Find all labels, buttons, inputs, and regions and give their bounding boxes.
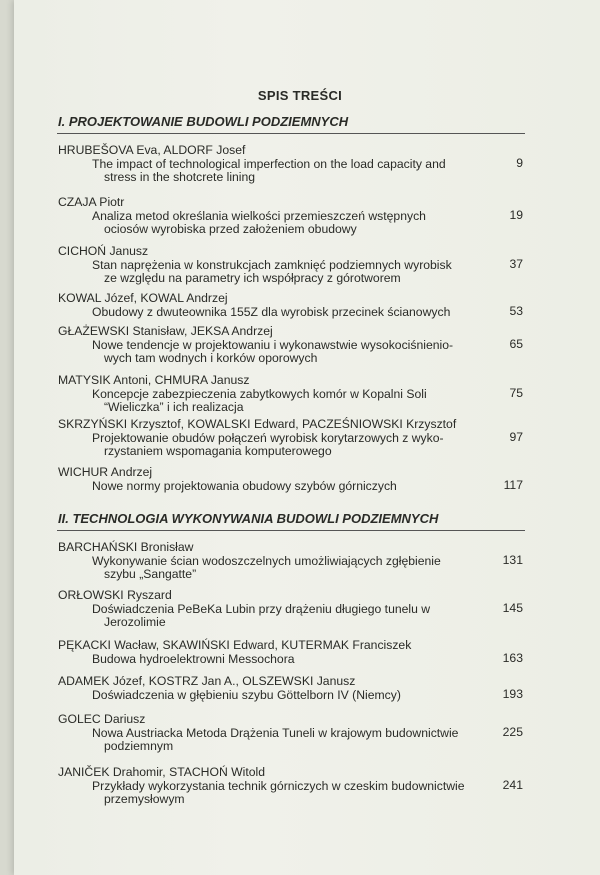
entry-page-number: 75 [509, 386, 523, 400]
toc-entry [58, 766, 523, 807]
toc-entry [58, 245, 523, 286]
toc-entry [58, 325, 523, 366]
entry-authors: ADAMEK Józef, KOSTRZ Jan A., OLSZEWSKI Janusz [58, 674, 356, 688]
entry-authors: ORŁOWSKI Ryszard [58, 588, 172, 602]
entry-authors: GŁAŻEWSKI Stanisław, JEKSA Andrzej [58, 324, 273, 338]
entry-page-number: 65 [509, 337, 523, 351]
section-divider [57, 530, 525, 531]
entry-page-number: 145 [502, 601, 523, 615]
entry-page-number: 117 [503, 478, 523, 492]
entry-title: Nowa Austriacka Metoda Drążenia Tuneli w krajowym budownictwie podziemnym [92, 725, 459, 753]
entry-page-number: 37 [509, 257, 523, 271]
section-heading: II. TECHNOLOGIA WYKONYWANIA BUDOWLI PODZIEMNYCH [58, 511, 439, 526]
entry-title: Doświadczenia PeBeKa Lubin przy drążeniu długiego tunelu w Jerozolimie [92, 601, 431, 629]
entry-page-number: 97 [509, 430, 523, 444]
toc-entry [58, 713, 523, 754]
toc-entry [58, 418, 523, 459]
section-heading: I. PROJEKTOWANIE BUDOWLI PODZIEMNYCH [58, 114, 349, 129]
toc-entry [58, 675, 523, 702]
section-divider [57, 133, 525, 134]
entry-title: Analiza metod określania wielkości przemieszczeń wstępnych ociosów wyrobiska przed założeniem obudowy [92, 208, 426, 236]
toc-entry [58, 639, 523, 666]
entry-authors: BARCHAŃSKI Bronisław [58, 540, 194, 554]
toc-entry [58, 144, 523, 185]
entry-title: Wykonywanie ścian wodoszczelnych umożliwiających zgłębienie szybu „Sangatte” [92, 553, 441, 581]
entry-page-number: 19 [509, 208, 523, 222]
entry-authors: CICHOŃ Janusz [58, 244, 149, 258]
entry-title: Budowa hydroelektrowni Messochora [92, 651, 295, 666]
entry-title: The impact of technological imperfection on the load capacity and stress in the shotcrete lining [92, 156, 446, 184]
toc-entry [58, 292, 523, 319]
entry-page-number: 163 [502, 651, 523, 665]
entry-authors: SKRZYŃSKI Krzysztof, KOWALSKI Edward, PACZEŚNIOWSKI Krzysztof [58, 417, 457, 431]
toc-entry [58, 374, 523, 415]
entry-authors: JANIČEK Drahomir, STACHOŃ Witold [58, 765, 265, 779]
toc-title: SPIS TREŚCI [257, 88, 343, 103]
entry-title: Projektowanie obudów połączeń wyrobisk korytarzowych z wyko- rzystaniem wspomagania komputerowego [92, 430, 444, 458]
entry-authors: HRUBEŠOVA Eva, ALDORF Josef [58, 143, 246, 157]
entry-page-number: 225 [502, 725, 523, 739]
entry-authors: PĘKACKI Wacław, SKAWIŃSKI Edward, KUTERMAK Franciszek [58, 638, 412, 652]
toc-entry [58, 541, 523, 582]
entry-authors: MATYSIK Antoni, CHMURA Janusz [58, 373, 250, 387]
entry-authors: KOWAL Józef, KOWAL Andrzej [58, 291, 228, 305]
toc-entry [58, 589, 523, 630]
entry-authors: WICHUR Andrzej [58, 465, 153, 479]
entry-page-number: 241 [502, 778, 523, 792]
entry-page-number: 9 [516, 156, 523, 170]
entry-authors: GOLEC Dariusz [58, 712, 146, 726]
toc-entry [58, 466, 523, 493]
toc-entry [58, 196, 523, 237]
entry-title: Obudowy z dwuteownika 155Z dla wyrobisk przecinek ścianowych [92, 304, 451, 319]
entry-authors: CZAJA Piotr [58, 195, 125, 209]
entry-page-number: 131 [502, 553, 523, 567]
entry-title: Stan naprężenia w konstrukcjach zamknięć podziemnych wyrobisk ze względu na parametry ich współpracy z górotworem [92, 257, 452, 285]
entry-title: Doświadczenia w głębieniu szybu Göttelborn IV (Niemcy) [92, 687, 401, 702]
entry-title: Przykłady wykorzystania technik górniczych w czeskim budownictwie przemysłowym [92, 778, 465, 806]
entry-title: Nowe normy projektowania obudowy szybów górniczych [92, 478, 397, 493]
entry-title: Koncepcje zabezpieczenia zabytkowych komór w Kopalni Soli “Wieliczka” i ich realizacja [92, 386, 427, 414]
entry-page-number: 53 [509, 304, 523, 318]
entry-title: Nowe tendencje w projektowaniu i wykonawstwie wysokociśnienio- wych tam wodnych i korków oporowych [92, 337, 454, 365]
entry-page-number: 193 [502, 687, 523, 701]
